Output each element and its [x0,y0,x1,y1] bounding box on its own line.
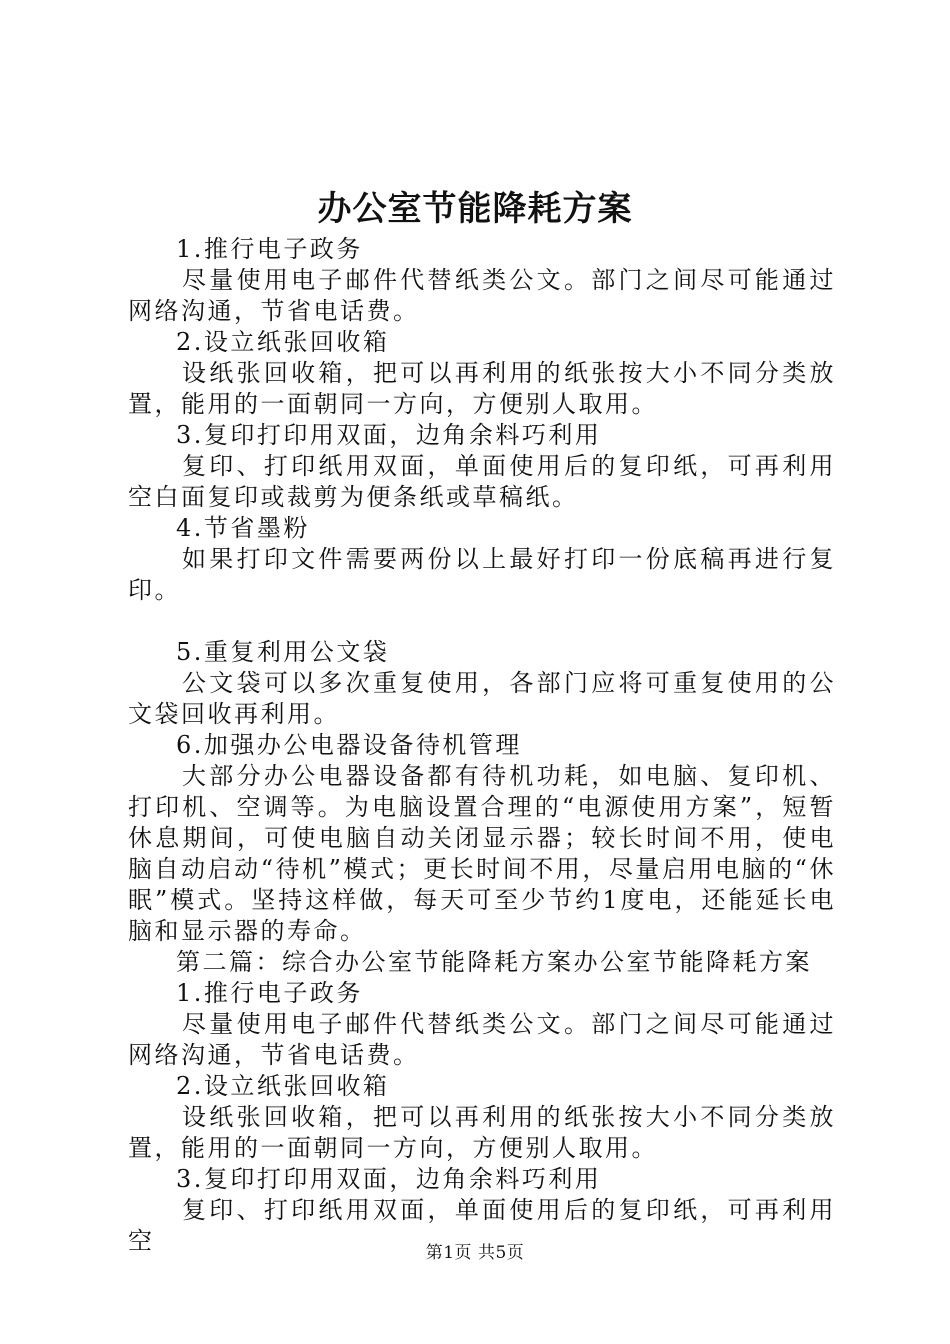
section-paragraph: 如果打印文件需要两份以上最好打印一份底稿再进行复印。 [128,545,836,604]
section-heading: 1.推行电子政务 [176,235,363,263]
section-heading: 3.复印打印用双面，边角余料巧利用 [176,1165,602,1193]
section-heading: 2.设立纸张回收箱 [176,1072,390,1100]
document-title: 办公室节能降耗方案 [317,189,633,229]
part-two-heading: 第二篇：综合办公室节能降耗方案办公室节能降耗方案 [176,948,812,976]
section-paragraph: 设纸张回收箱，把可以再利用的纸张按大小不同分类放置，能用的一面朝同一方向，方便别人取用。 [128,359,836,418]
page-number: 第1页 共5页 [425,1243,525,1263]
paragraph-spacer [128,606,836,637]
section-heading: 1.推行电子政务 [176,979,363,1007]
section-paragraph: 尽量使用电子邮件代替纸类公文。部门之间尽可能通过网络沟通，节省电话费。 [128,1010,836,1069]
section-paragraph: 尽量使用电子邮件代替纸类公文。部门之间尽可能通过网络沟通，节省电话费。 [128,266,836,325]
section-paragraph: 公文袋可以多次重复使用，各部门应将可重复使用的公文袋回收再利用。 [128,669,836,728]
section-heading: 2.设立纸张回收箱 [176,328,390,356]
section-heading: 4.节省墨粉 [176,514,310,542]
section-paragraph: 设纸张回收箱，把可以再利用的纸张按大小不同分类放置，能用的一面朝同一方向，方便别人取用。 [128,1103,836,1162]
section-heading: 5.重复利用公文袋 [176,638,390,666]
section-heading: 6.加强办公电器设备待机管理 [176,731,522,759]
section-paragraph: 复印、打印纸用双面，单面使用后的复印纸，可再利用空 [128,1196,836,1255]
section-paragraph: 复印、打印纸用双面，单面使用后的复印纸，可再利用空白面复印或裁剪为便条纸或草稿纸。 [128,452,836,511]
section-paragraph: 大部分办公电器设备都有待机功耗，如电脑、复印机、打印机、空调等。为电脑设置合理的“电源使用方案”，短暂休息期间，可使电脑自动关闭显示器；较长时间不用，使电脑自动启动“待机”模式；更长时间不用，尽量启用电脑的“休眠”模式。坚持这样做，每天可至少节约1度电，还能延长电脑和显示器的寿命。 [128,762,836,945]
document-body [128,234,836,1257]
section-heading: 3.复印打印用双面，边角余料巧利用 [176,421,602,449]
